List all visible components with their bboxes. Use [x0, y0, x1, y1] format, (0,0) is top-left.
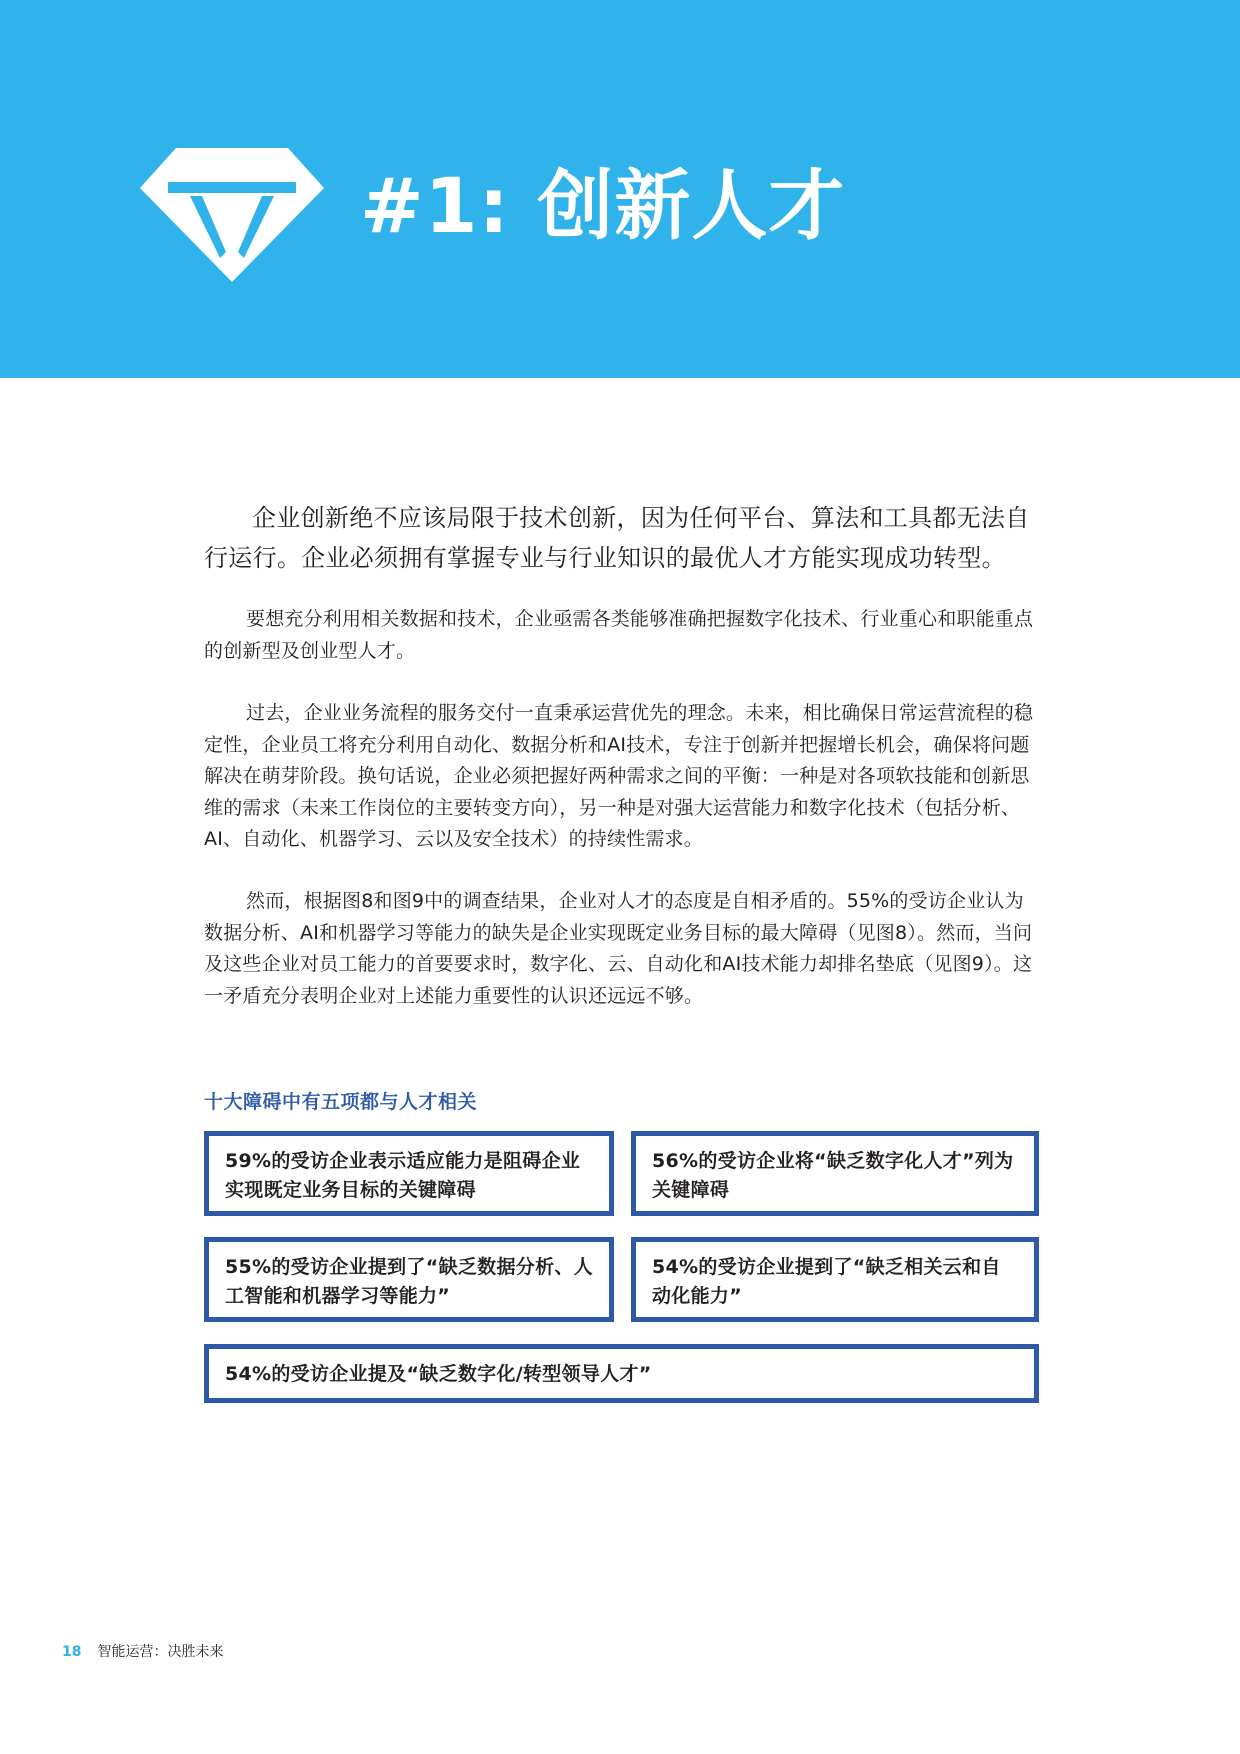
body-paragraph: 过去，企业业务流程的服务交付一直秉承运营优先的理念。未来，相比确保日常运营流程的稳定性，企业员工将充分利用自动化、数据分析和AI技术，专注于创新并把握增长机会，确保将问题解决在萌芽阶段。换句话说，企业必须把握好两种需求之间的平衡：一种是对各项软技能和创新思维的需求（未来工作岗位的主要转变方向），另一种是对强大运营能力和数字化技术（包括分析、AI、自动化、机器学习、云以及安全技术）的持续性需求。 [204, 702, 1034, 850]
barrier-box: 54%的受访企业提及“缺乏数字化/转型领导人才” [204, 1344, 1039, 1403]
lead-paragraph: 企业创新绝不应该局限于技术创新，因为任何平台、算法和工具都无法自行运行。企业必须拥有掌握专业与行业知识的最优人才方能实现成功转型。 [204, 504, 1030, 572]
page-title: #1: 创新人才 [360, 161, 846, 250]
diamond-icon [140, 148, 324, 282]
page-footer [62, 1641, 223, 1661]
barrier-box: 55%的受访企业提到了“缺乏数据分析、人工智能和机器学习等能力” [204, 1237, 614, 1322]
barriers-heading: 十大障碍中有五项都与人才相关 [204, 1091, 478, 1113]
body-paragraph: 然而，根据图8和图9中的调查结果，企业对人才的态度是自相矛盾的。55%的受访企业认为数据分析、AI和机器学习等能力的缺失是企业实现既定业务目标的最大障碍（见图8）。然而，当问及这些企业对员工能力的首要要求时，数字化、云、自动化和AI技术能力却排名垫底（见图9）。这一矛盾充分表明企业对上述能力重要性的认识还远远不够。 [204, 890, 1033, 1007]
barrier-box: 59%的受访企业表示适应能力是阻碍企业实现既定业务目标的关键障碍 [204, 1131, 614, 1216]
barrier-box: 54%的受访企业提到了“缺乏相关云和自动化能力” [631, 1237, 1039, 1322]
header-banner [0, 0, 1240, 378]
footer-doc-title: 智能运营：决胜未来 [97, 1644, 224, 1660]
page-number: 18 [62, 1644, 82, 1660]
body-paragraph: 要想充分利用相关数据和技术，企业亟需各类能够准确把握数字化技术、行业重心和职能重点的创新型及创业型人才。 [204, 608, 1034, 662]
barrier-box: 56%的受访企业将“缺乏数字化人才”列为关键障碍 [631, 1131, 1039, 1216]
